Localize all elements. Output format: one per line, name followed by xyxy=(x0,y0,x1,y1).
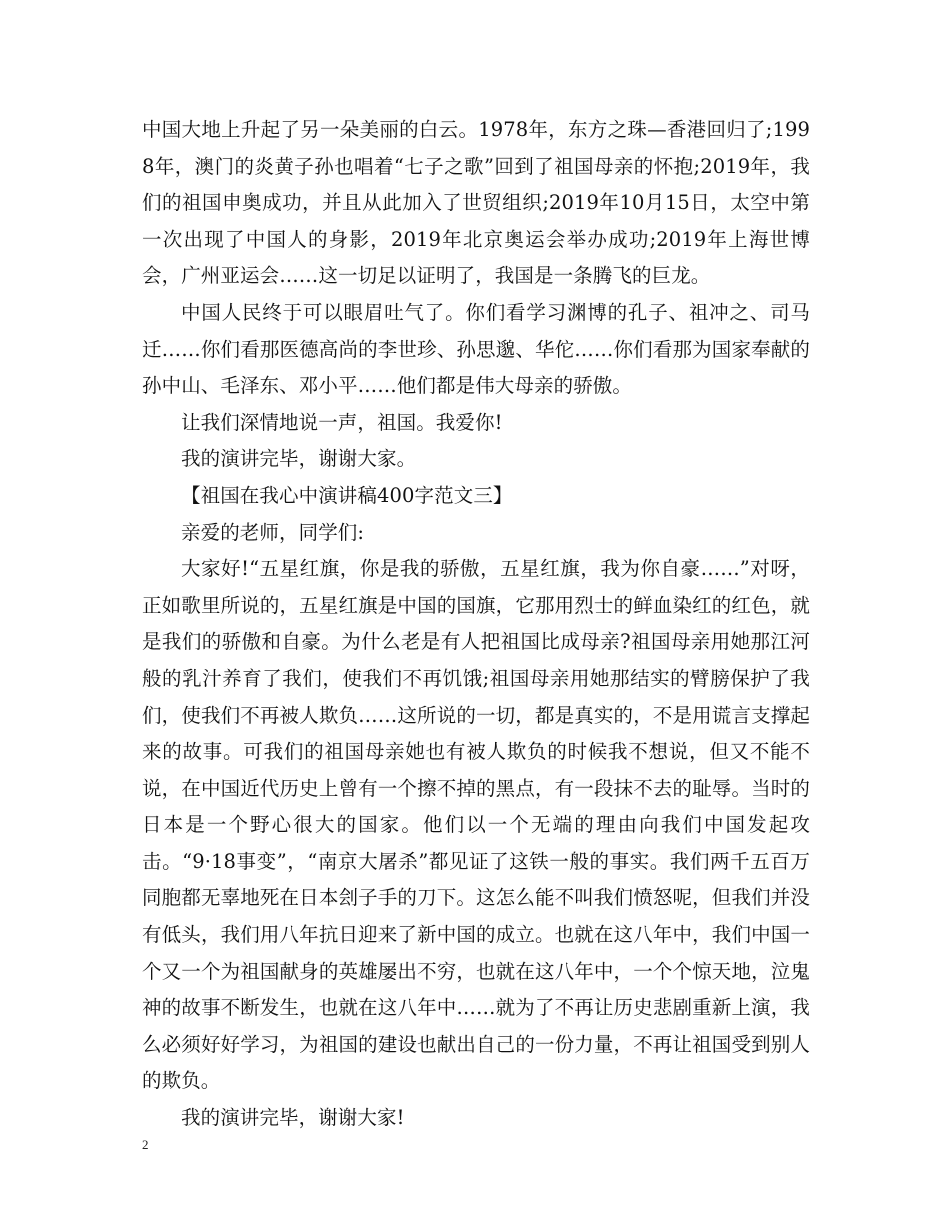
speech-body xyxy=(142,112,810,1137)
paragraph-main-speech: 大家好!“五星红旗，你是我的骄傲，五星红旗，我为你自豪……”对呀，正如歌里所说的，五星红旗是中国的国旗，它那用烈士的鲜血染红的红色，就是我们的骄傲和自豪。为什么老是有人把祖国比成母亲?祖国母亲用她那江河般的乳汁养育了我们，使我们不再饥饿;祖国母亲用她那结实的臂膀保护了我们，使我们不再被人欺负……这所说的一切，都是真实的，不是用谎言支撑起来的故事。可我们的祖国母亲她也有被人欺负的时候我不想说，但又不能不说，在中国近代历史上曾有一个擦不掉的黑点，有一段抹不去的耻辱。当时的日本是一个野心很大的国家。他们以一个无端的理由向我们中国发起攻击。“9·18事变”，“南京大屠杀”都见证了这铁一般的事实。我们两千五百万同胞都无辜地死在日本刽子手的刀下。这怎么能不叫我们愤怒呢，但我们并没有低头，我们用八年抗日迎来了新中国的成立。也就在这八年中，我们中国一个又一个为祖国献身的英雄屡出不穷，也就在这八年中，一个个惊天地，泣鬼神的故事不断发生，也就在这八年中……就为了不再让历史悲剧重新上演，我么必须好好学习，为祖国的建设也献出自己的一份力量，不再让祖国受到别人的欺负。 xyxy=(142,557,810,1093)
paragraph-closing: 我的演讲完毕，谢谢大家! xyxy=(181,1106,405,1130)
salutation: 亲爱的老师，同学们: xyxy=(181,520,365,544)
section-heading: 【祖国在我心中演讲稿400字范文三】 xyxy=(181,483,513,507)
paragraph-continued-history: 中国大地上升起了另一朵美丽的白云。1978年，东方之珠—香港回归了;1998年，澳门的炎黄子孙也唱着“七子之歌”回到了祖国母亲的怀抱;2019年，我们的祖国申奥成功，并且从此加入了世贸组织;2019年10月15日，太空中第一次出现了中国人的身影，2019年北京奥运会举办成功;2019年上海世博会，广州亚运会……这一切足以证明了，我国是一条腾飞的巨龙。 xyxy=(142,118,810,288)
paragraph-proud-people: 中国人民终于可以眼眉吐气了。你们看学习渊博的孔子、祖冲之、司马迁……你们看那医德高尚的李世珍、孙思邈、华佗……你们看那为国家奉献的孙中山、毛泽东、邓小平……他们都是伟大母亲的骄傲。 xyxy=(142,300,810,398)
paragraph-i-love-you: 让我们深情地说一声，祖国。我爱你! xyxy=(181,410,503,434)
paragraph-speech-end: 我的演讲完毕，谢谢大家。 xyxy=(181,447,417,471)
page-number: 2 xyxy=(142,1137,149,1152)
